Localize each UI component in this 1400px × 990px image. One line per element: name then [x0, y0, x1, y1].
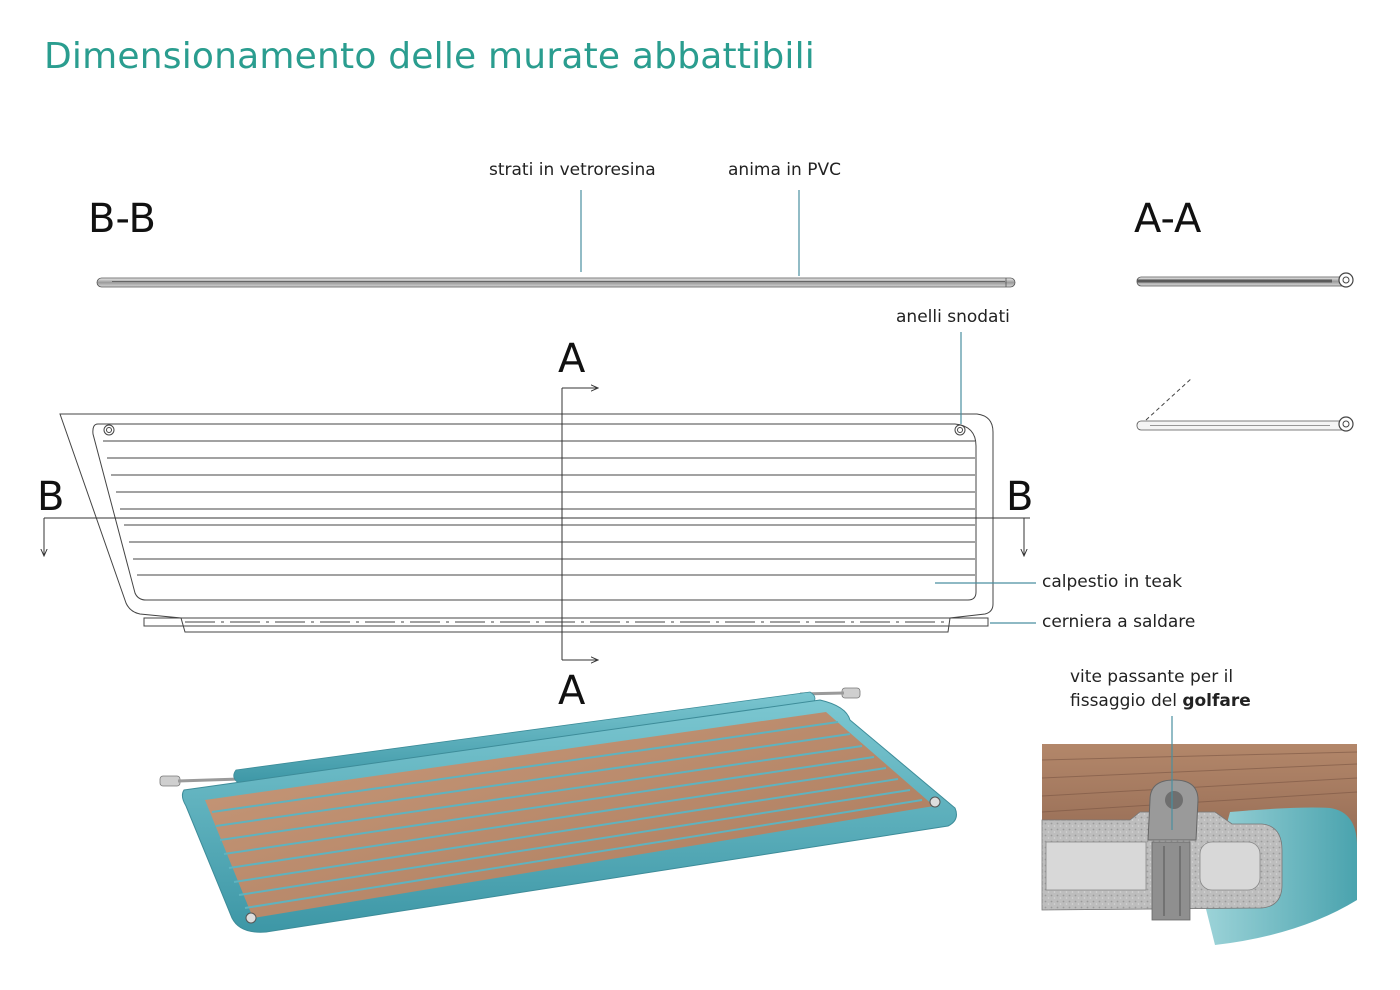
callout-teak: calpestio in teak [1042, 572, 1183, 592]
panel-render [160, 688, 956, 932]
section-cut-a [562, 388, 598, 660]
callout-glass-layers: strati in vetroresina [489, 160, 656, 180]
section-b-right-label: B [1006, 474, 1034, 520]
plan-view [60, 414, 993, 632]
detail-render [1042, 744, 1357, 945]
page-title: Dimensionamento delle murate abbattibili [44, 36, 815, 77]
callout-hinge: cerniera a saldare [1042, 612, 1196, 632]
section-a-top-label: A [558, 336, 586, 382]
section-bb-bar [97, 278, 1015, 287]
section-aa-title: A-A [1134, 196, 1202, 242]
callout-pvc-core: anima in PVC [728, 160, 841, 180]
section-aa-upright [1137, 273, 1353, 287]
callout-screw-line1: vite passante per il [1070, 667, 1234, 687]
callout-screw-line2-bold: golfare [1182, 691, 1251, 711]
section-bb-title: B-B [88, 196, 156, 242]
section-a-bottom-label: A [558, 668, 586, 714]
section-aa-tilted [1137, 378, 1353, 431]
section-b-left-label: B [37, 474, 65, 520]
callout-rings: anelli snodati [896, 307, 1010, 327]
callout-screw-line2-prefix: fissaggio del [1070, 691, 1183, 711]
section-cut-b [44, 518, 1030, 556]
